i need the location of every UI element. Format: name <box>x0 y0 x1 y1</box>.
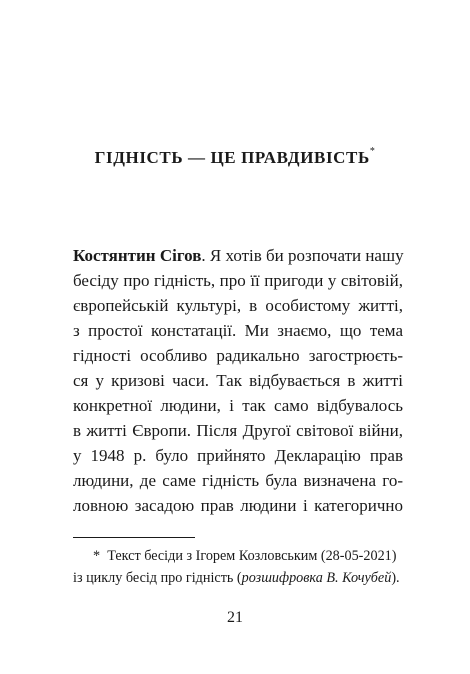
footnote-separator <box>73 537 195 538</box>
chapter-title <box>0 148 470 168</box>
body-line-1 <box>73 243 403 268</box>
footnote-line-1 <box>73 545 403 567</box>
page-number: 21 <box>227 609 243 626</box>
body-line-10: людини, де саме гідність була визначена го- <box>73 471 403 490</box>
footnote-line-2 <box>73 567 403 589</box>
body-line-8: в житті Європи. Після Другої світової війни, <box>73 421 403 440</box>
footnote-text-2-start: із циклу бесід про гідність ( <box>73 570 242 586</box>
body-line-2: бесіду про гідність, про її пригоди у світовій, <box>73 271 403 290</box>
footnote-mark: * <box>93 548 101 564</box>
footnote <box>73 545 403 589</box>
footnote-transcriber: розшифровка В. Кочубей <box>241 570 392 586</box>
chapter-title-text: ГІДНІСТЬ — ЦЕ ПРАВДИВІСТЬ <box>94 148 370 167</box>
body-line-4: з простої констатації. Ми знаємо, що тема <box>73 321 403 340</box>
body-line-6: ся у кризові часи. Так відбувається в житті <box>73 371 403 390</box>
body-line-3: європейській культурі, в особистому житті, <box>73 296 403 315</box>
body-line-5: гідності особливо радикально загострюєть- <box>73 346 403 365</box>
footnote-text-1: Текст бесіди з Ігорем Козловським (28-05-2021) <box>107 548 397 564</box>
speaker-name: Костянтин Сігов <box>73 246 202 265</box>
footnote-text-2-end: ). <box>391 570 400 586</box>
body-line-9: у 1948 р. було прийнято Декларацію прав <box>73 446 403 465</box>
first-line-rest: . Я хотів би розпочати нашу <box>201 246 404 265</box>
body-line-11: ловною засадою прав людини і категорично <box>73 496 403 515</box>
footnote-reference-mark: * <box>369 146 376 158</box>
body-text <box>73 243 403 518</box>
body-line-7: конкретної людини, і так само відбувалось <box>73 396 403 415</box>
